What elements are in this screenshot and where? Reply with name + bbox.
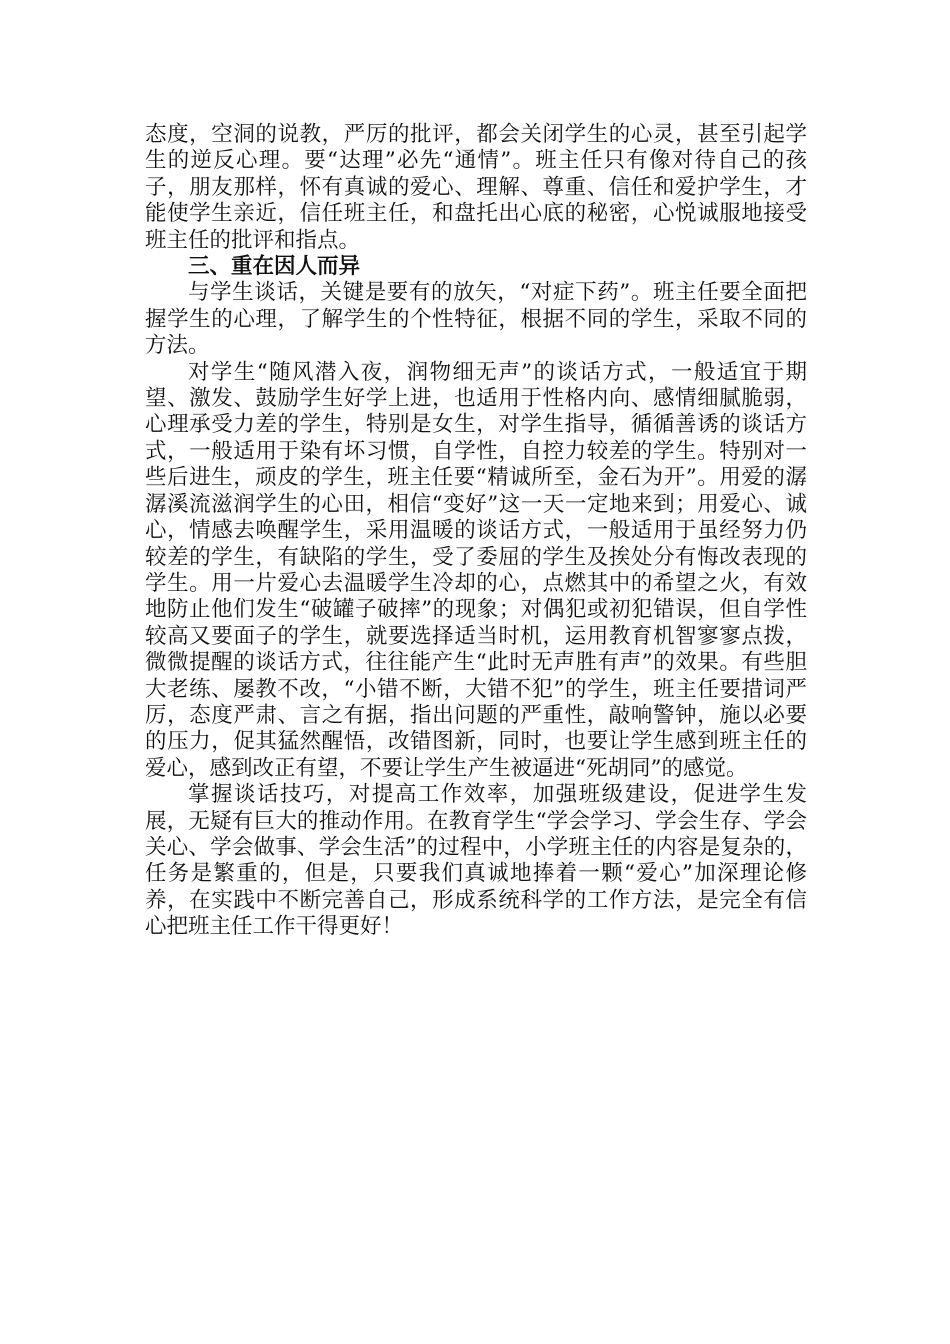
paragraph: 与学生谈话，关键是要有的放矢，“对症下药”。班主任要全面把握学生的心理，了解学生的个性特征，根据不同的学生，采取不同的方法。 [145,280,807,359]
document-page [145,122,807,941]
section-heading: 三、重在因人而异 [188,254,361,280]
paragraph: 对学生“随风潜入夜，润物细无声”的谈话方式，一般适宜于期望、激发、鼓励学生好学上进，也适用于性格内向、感情细腻脆弱，心理承受力差的学生，特别是女生，对学生指导，循循善诱的谈话方式，一般适用于染有坏习惯，自学性，自控力较差的学生。特别对一些后进生，顽皮的学生，班主任要“精诚所至，金石为开”。用爱的潺潺溪流滋润学生的心田，相信“变好”这一天一定地来到；用爱心、诚心，情感去唤醒学生，采用温暖的谈话方式，一般适用于虽经努力仍较差的学生，有缺陷的学生，受了委屈的学生及挨处分有悔改表现的学生。用一片爱心去温暖学生冷却的心，点燃其中的希望之火，有效地防止他们发生“破罐子破摔”的现象；对偶犯或初犯错误，但自学性较高又要面子的学生，就要选择适当时机，运用教育机智寥寥点拨，微微提醒的谈话方式，往往能产生“此时无声胜有声”的效果。有些胆大老练、屡教不改，“小错不断，大错不犯”的学生，班主任要措词严厉，态度严肃、言之有据，指出问题的严重性，敲响警钟，施以必要的压力，促其猛然醒悟，改错图新，同时，也要让学生感到班主任的爱心，感到改正有望，不要让学生产生被逼进“死胡同”的感觉。 [145,359,807,781]
paragraph-continuation: 态度，空洞的说教，严厉的批评，都会关闭学生的心灵，甚至引起学生的逆反心理。要“达理”必先“通情”。班主任只有像对待自己的孩子，朋友那样，怀有真诚的爱心、理解、尊重、信任和爱护学生，才能使学生亲近，信任班主任，和盘托出心底的秘密，心悦诚服地接受班主任的批评和指点。 [145,122,807,253]
paragraph: 掌握谈话技巧，对提高工作效率，加强班级建设，促进学生发展，无疑有巨大的推动作用。在教育学生“学会学习、学会生存、学会关心、学会做事、学会生活”的过程中，小学班主任的内容是复杂的，任务是繁重的，但是，只要我们真诚地捧着一颗“爱心”加深理论修养，在实践中不断完善自己，形成系统科学的工作方法，是完全有信心把班主任工作干得更好！ [145,782,807,940]
